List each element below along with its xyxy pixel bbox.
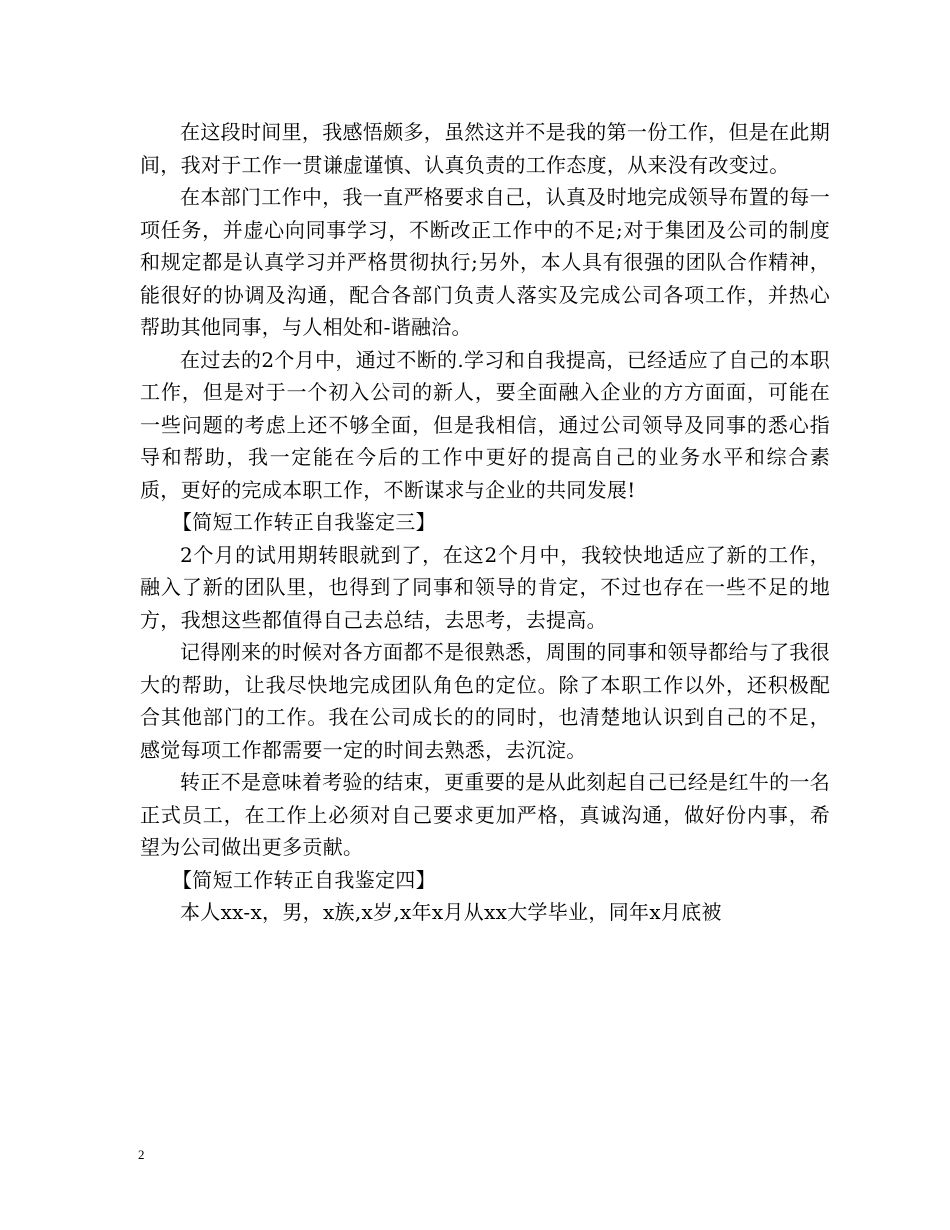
document-body — [140, 116, 830, 929]
page-number: 2 — [138, 1147, 145, 1162]
paragraph: 记得刚来的时候对各方面都不是很熟悉，周围的同事和领导都给与了我很大的帮助，让我尽快地完成团队角色的定位。除了本职工作以外，还积极配合其他部门的工作。我在公司成长的的同时，也清楚地认识到自己的不足，感觉每项工作都需要一定的时间去熟悉，去沉淀。 — [140, 640, 830, 762]
section-heading-three: 【简短工作转正自我鉴定三】 — [172, 510, 436, 534]
paragraph: 2个月的试用期转眼就到了，在这2个月中，我较快地适应了新的工作，融入了新的团队里，也得到了同事和领导的肯定，不过也存在一些不足的地方，我想这些都值得自己去总结，去思考，去提高。 — [140, 542, 830, 632]
paragraph: 在过去的2个月中，通过不断的.学习和自我提高，已经适应了自己的本职工作，但是对于一个初入公司的新人，要全面融入企业的方方面面，可能在一些问题的考虑上还不够全面，但是我相信，通过公司领导及同事的悉心指导和帮助，我一定能在今后的工作中更好的提高自己的业务水平和综合素质，更好的完成本职工作，不断谋求与企业的共同发展! — [140, 347, 830, 502]
paragraph: 转正不是意味着考验的结束，更重要的是从此刻起自己已经是红牛的一名正式员工，在工作上必须对自己要求更加严格，真诚沟通，做好份内事，希望为公司做出更多贡献。 — [140, 770, 830, 859]
paragraph: 在这段时间里，我感悟颇多，虽然这并不是我的第一份工作，但是在此期间，我对于工作一贯谦虚谨慎、认真负责的工作态度，从来没有改变过。 — [140, 120, 830, 177]
paragraph: 在本部门工作中，我一直严格要求自己，认真及时地完成领导布置的每一项任务，并虚心向同事学习，不断改正工作中的不足;对于集团及公司的制度和规定都是认真学习并严格贯彻执行;另外，本人具有很强的团队合作精神，能很好的协调及沟通，配合各部门负责人落实及完成公司各项工作，并热心帮助其他同事，与人相处和-谐融洽。 — [140, 185, 830, 339]
section-heading-four: 【简短工作转正自我鉴定四】 — [172, 867, 436, 892]
paragraph: 本人xx-x，男，x族,x岁,x年x月从xx大学毕业，同年x月底被 — [180, 900, 722, 924]
